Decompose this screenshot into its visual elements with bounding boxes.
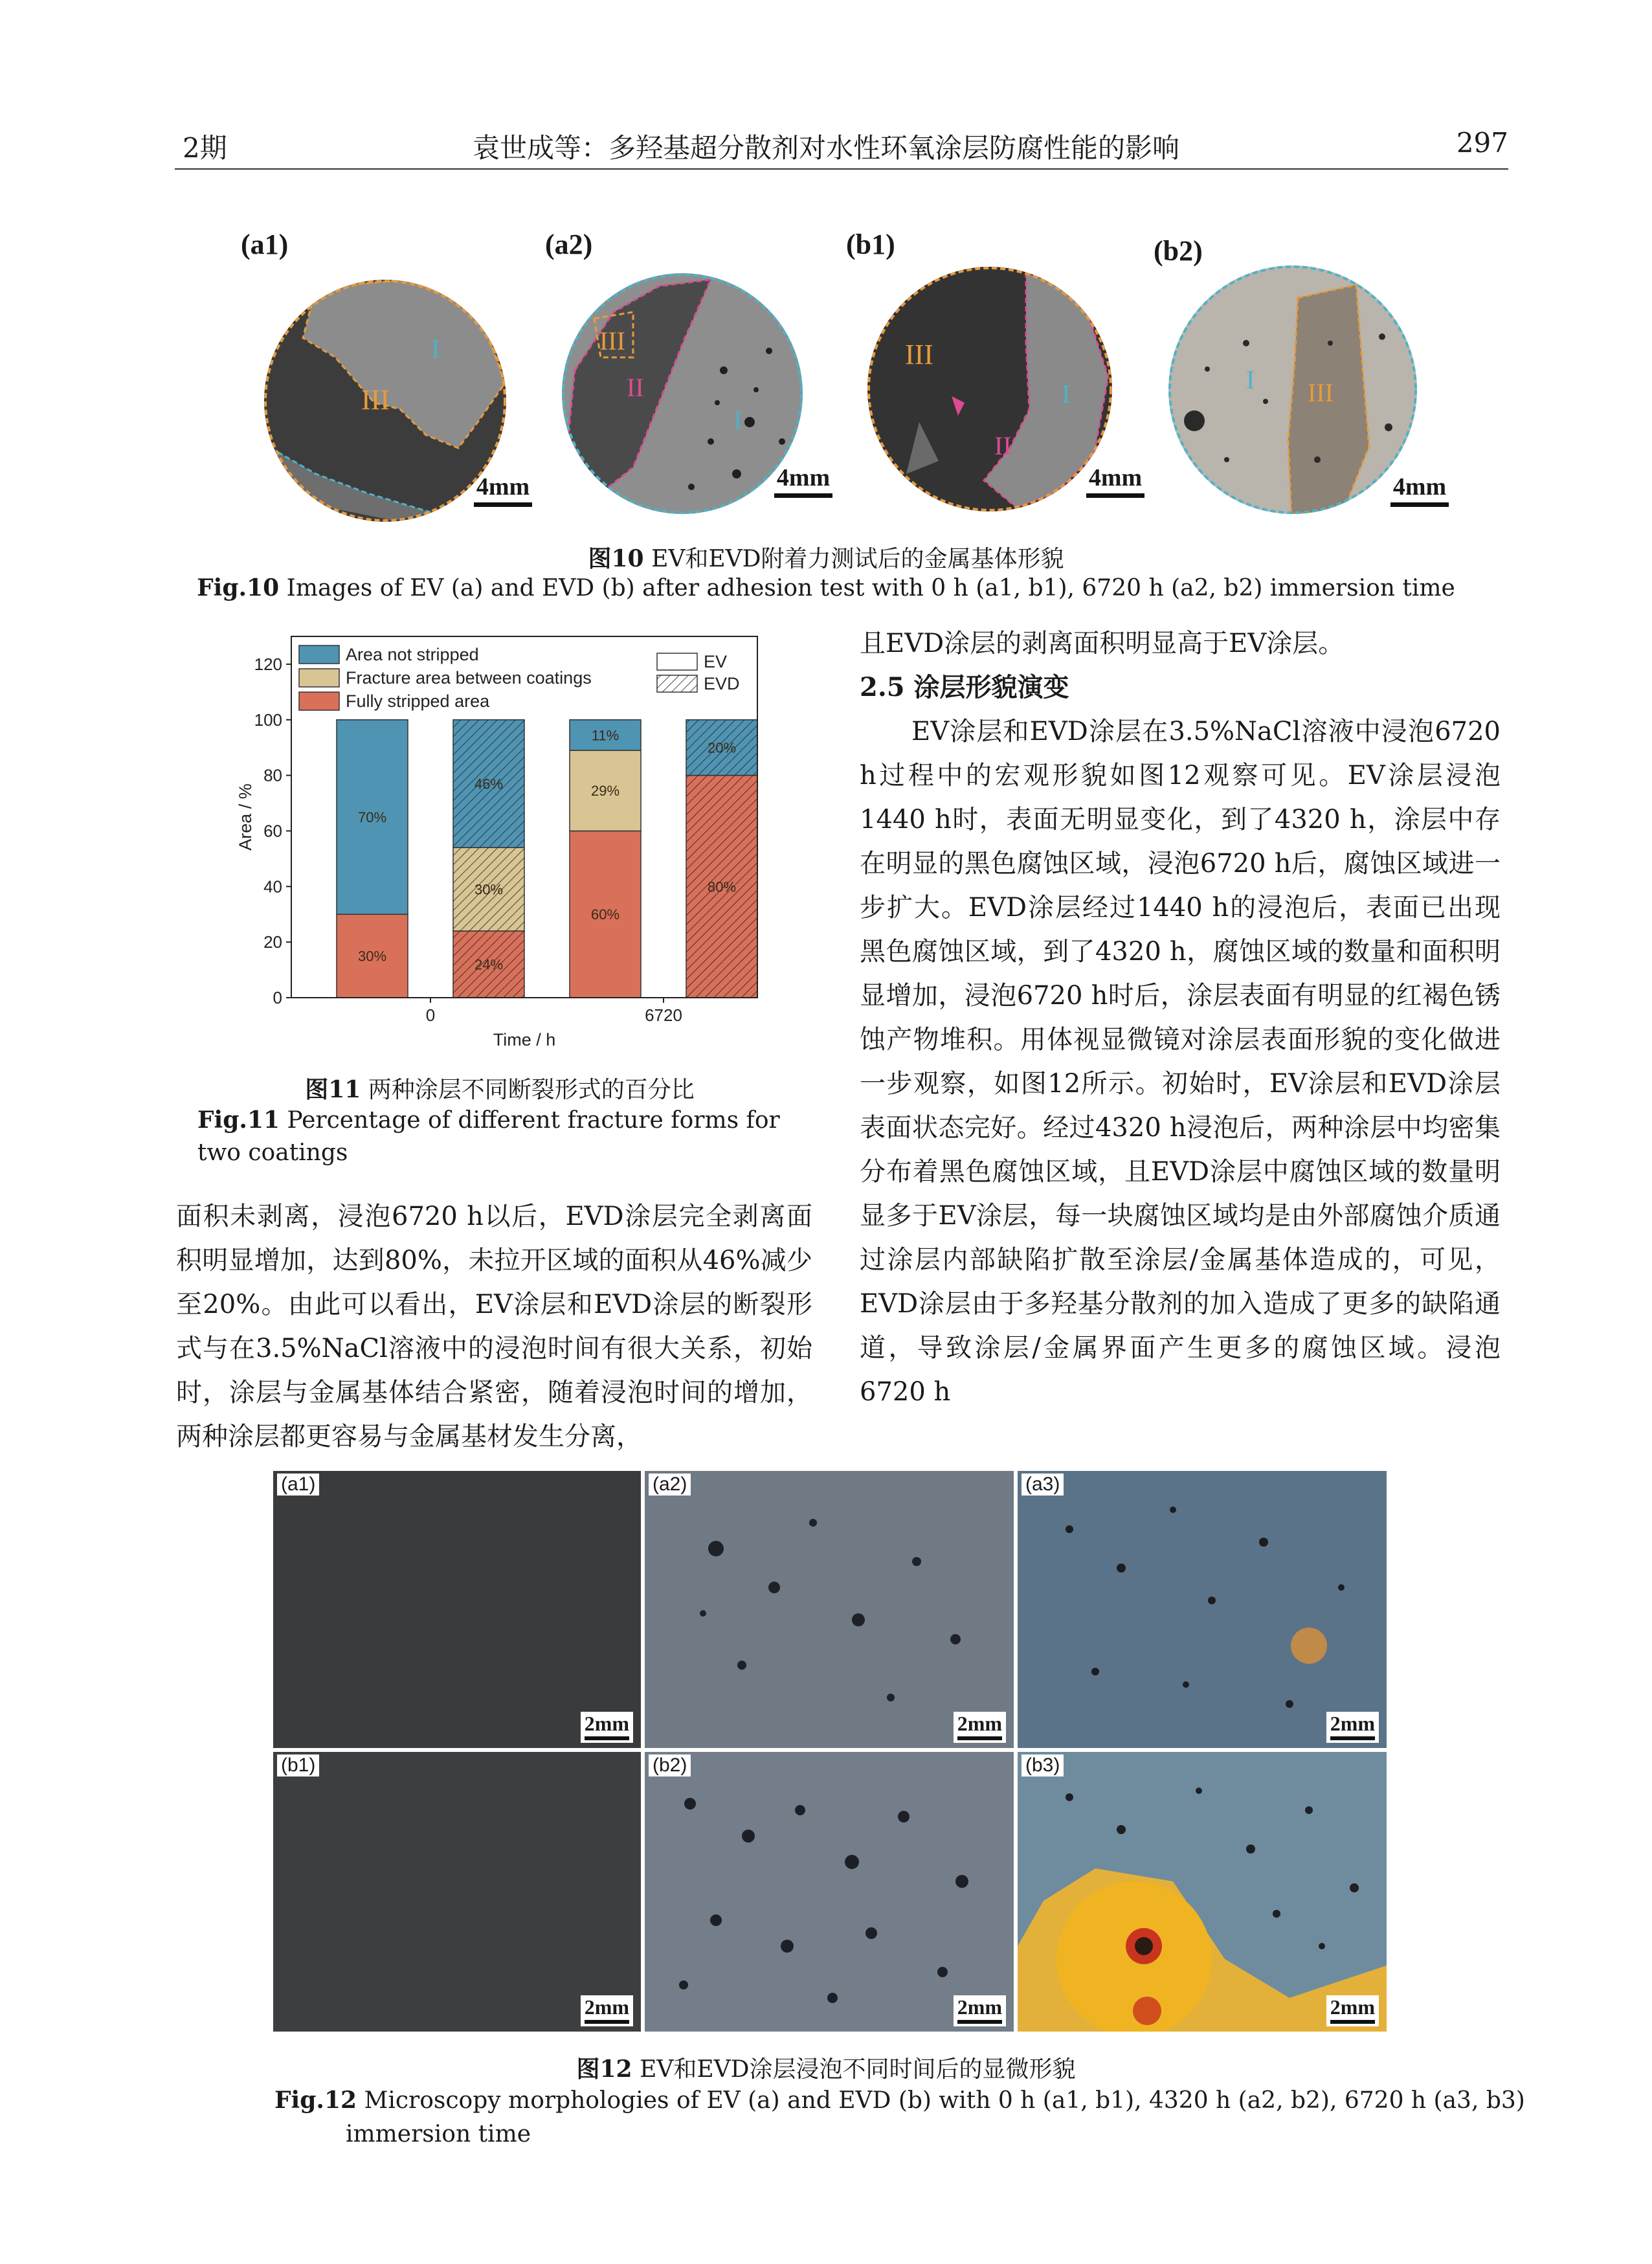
legend-swatch bbox=[299, 692, 339, 710]
data-label: 70% bbox=[357, 809, 387, 825]
fig11-chart bbox=[233, 627, 783, 1060]
y-tick-label: 80 bbox=[263, 765, 282, 785]
fig10-scale-a1: 4mm bbox=[467, 473, 539, 507]
right-first-line: 且EVD涂层的剥离面积明显高于EV涂层。 bbox=[860, 629, 1345, 658]
data-label: 30% bbox=[357, 948, 387, 965]
fig11-caption-cn: 图11 两种涂层不同断裂形式的百分比 bbox=[305, 1076, 695, 1103]
fig12-panel-a2: (a2) 2mm bbox=[645, 1471, 1014, 1748]
legend-swatch bbox=[299, 669, 339, 687]
data-label: 11% bbox=[591, 727, 620, 744]
legend-label: Fully stripped area bbox=[346, 691, 490, 711]
fig10-disc-b1 bbox=[867, 267, 1112, 511]
fig12-caption-cn: 图12 EV和EVD涂层浸泡不同时间后的显微形貌 bbox=[576, 2056, 1076, 2083]
left-column-text: 面积未剥离，浸泡6720 h以后，EVD涂层完全剥离面积明显增加，达到80%，未拉开区域的面积从46%减少至20%。由此可以看出，EV涂层和EVD涂层的断裂形式与在3.5%NaCl溶液中的浸泡时间有很大关系，初始时，涂层与金属基体结合紧密，随着浸泡时间的增加，两种涂层都更容易与金属基材发生分离， bbox=[176, 1202, 812, 1451]
fig10-scale-b1: 4mm bbox=[1080, 464, 1151, 498]
issue-number: 2期 bbox=[183, 132, 227, 164]
y-tick-label: 100 bbox=[254, 710, 282, 730]
fig10-b1-region-3: III bbox=[905, 339, 933, 370]
fig10-b2-region-1: I bbox=[1246, 365, 1255, 394]
fig10-disc-b2 bbox=[1168, 265, 1417, 514]
fig10-label-a1: (a1) bbox=[241, 229, 289, 260]
data-label: 24% bbox=[474, 956, 504, 973]
header-rule bbox=[175, 168, 1508, 170]
data-label: 80% bbox=[707, 879, 737, 895]
x-tick-label: 0 bbox=[425, 1005, 436, 1025]
fig12-panel-b1: (b1) 2mm bbox=[273, 1752, 641, 2032]
fig12-panel-a1: (a1) 2mm bbox=[273, 1471, 641, 1748]
fig10-b2-region-3: III bbox=[1308, 378, 1334, 407]
y-tick-label: 20 bbox=[263, 932, 282, 952]
y-tick-label: 0 bbox=[273, 988, 282, 1007]
legend-swatch bbox=[299, 645, 339, 664]
data-label: 60% bbox=[590, 906, 620, 923]
legend-coating-label: EV bbox=[704, 652, 728, 671]
running-title: 袁世成等：多羟基超分散剂对水性环氧涂层防腐性能的影响 bbox=[472, 132, 1179, 164]
fig10-disc-a2 bbox=[562, 273, 803, 514]
y-tick-label: 60 bbox=[263, 821, 282, 841]
fig12-panel-b3: (b3) 2mm bbox=[1018, 1752, 1387, 2032]
y-tick-label: 40 bbox=[263, 877, 282, 897]
fig10-scale-a2: 4mm bbox=[768, 464, 839, 498]
data-label: 30% bbox=[474, 881, 504, 898]
legend-label: Fracture area between coatings bbox=[346, 668, 592, 688]
fig10-a1-region-1: I bbox=[431, 334, 440, 363]
legend-coating-hatch bbox=[657, 675, 697, 692]
fig10-label-b2: (b2) bbox=[1154, 235, 1203, 267]
page-number: 297 bbox=[1456, 127, 1508, 159]
legend-label: Area not stripped bbox=[346, 645, 479, 664]
fig10-a2-region-2: II bbox=[627, 373, 644, 402]
fig10-caption-cn: 图10 EV和EVD附着力测试后的金属基体形貌 bbox=[588, 545, 1064, 572]
fig10-a2-region-3: III bbox=[599, 326, 625, 355]
fig10-label-a2: (a2) bbox=[545, 229, 593, 260]
y-tick-label: 120 bbox=[254, 654, 282, 674]
section-heading: 2.5 涂层形貌演变 bbox=[860, 672, 1069, 702]
fig10-scale-b2: 4mm bbox=[1384, 473, 1455, 507]
fig10-a1-region-3: III bbox=[361, 384, 390, 416]
y-axis-label: Area / % bbox=[236, 783, 255, 851]
data-label: 20% bbox=[707, 739, 737, 756]
fig10-b1-region-1: I bbox=[1062, 379, 1071, 409]
fig11-caption-en: Fig.11 Percentage of different fracture forms for two coatings bbox=[197, 1106, 780, 1166]
fig12-panel-b2: (b2) 2mm bbox=[645, 1752, 1014, 2032]
fig10-caption-en: Fig.10 Images of EV (a) and EVD (b) after adhesion test with 0 h (a1, b1), 6720 h (a2, b2) immersion time bbox=[197, 574, 1455, 601]
fig10-label-b1: (b1) bbox=[846, 229, 895, 260]
right-column-text bbox=[860, 622, 1501, 1414]
x-tick-label: 6720 bbox=[645, 1005, 682, 1025]
legend-coating-swatch bbox=[657, 653, 697, 670]
x-axis-label: Time / h bbox=[493, 1030, 556, 1049]
fig10-a2-region-1: I bbox=[733, 405, 742, 434]
fig12-caption-en: Fig.12 Microscopy morphologies of EV (a) and EVD (b) with 0 h (a1, b1), 4320 h (a2, b2), 6720 h (a3, b3) immersion time bbox=[274, 2087, 1525, 2147]
fig12-panel-a3: (a3) 2mm bbox=[1018, 1471, 1387, 1748]
fig10-b1-region-2: II bbox=[994, 431, 1012, 460]
legend-coating-label: EVD bbox=[704, 674, 740, 693]
right-body: EV涂层和EVD涂层在3.5%NaCl溶液中浸泡6720 h过程中的宏观形貌如图12观察可见。EV涂层浸泡1440 h时，表面无明显变化，到了4320 h，涂层中存在明显的黑色腐蚀区域，浸泡6720 h后，腐蚀区域进一步扩大。EVD涂层经过1440 h的浸泡后，表面已出现黑色腐蚀区域，到了4320 h，腐蚀区域的数量和面积明显增加，浸泡6720 h时后，涂层表面有明显的红褐色锈蚀产物堆积。用体视显微镜对涂层表面形貌的变化做进一步观察，如图12所示。初始时，EV涂层和EVD涂层表面状态完好。经过4320 h浸泡后，两种涂层中均密集分布着黑色腐蚀区域，且EVD涂层中腐蚀区域的数量明显多于EV涂层，每一块腐蚀区域均是由外部腐蚀介质通过涂层内部缺陷扩散至涂层/金属基体造成的，可见，EVD涂层由于多羟基分散剂的加入造成了更多的缺陷通道，导致涂层/金属界面产生更多的腐蚀区域。浸泡6720 h bbox=[860, 717, 1501, 1407]
data-label: 29% bbox=[590, 783, 620, 800]
data-label: 46% bbox=[474, 776, 504, 792]
